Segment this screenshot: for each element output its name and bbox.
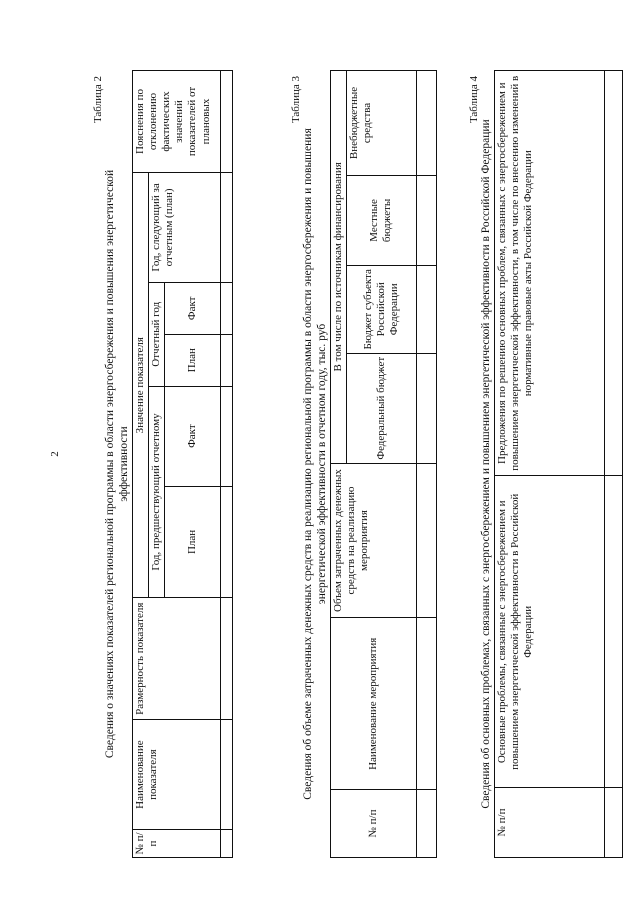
t2-cell bbox=[220, 282, 232, 334]
table3-label: Таблица 3 bbox=[290, 76, 302, 124]
table2-block bbox=[92, 70, 233, 858]
t3-cell bbox=[416, 618, 436, 790]
page-number: 2 bbox=[49, 451, 61, 457]
t4-cell bbox=[604, 71, 622, 476]
t3-h-federal: Федеральный бюджет bbox=[346, 353, 416, 463]
t2-h-name: Наименование показателя bbox=[132, 720, 220, 830]
t4-h-proposals: Предложения по решению основных проблем, связанных с энергосбережением и повышением энергетической эффективности, в том числе по внесению изменений в нормативные правовые акты Российской Федерации bbox=[494, 71, 604, 476]
t2-h-rep-fact: Факт bbox=[164, 282, 220, 334]
t3-cell bbox=[416, 265, 436, 353]
t2-cell bbox=[220, 386, 232, 486]
t2-h-prev-year: Год, предшествующий отчетному bbox=[148, 386, 164, 598]
t2-cell bbox=[220, 334, 232, 386]
t2-h-report-year: Отчетный год bbox=[148, 282, 164, 386]
t3-cell bbox=[416, 463, 436, 618]
table4-label: Таблица 4 bbox=[468, 76, 480, 124]
table2 bbox=[132, 70, 233, 858]
t3-h-sources: В том числе по источникам финансирования bbox=[330, 71, 346, 464]
t3-h-extra: Внебюджетные средства bbox=[346, 71, 416, 176]
t3-cell bbox=[416, 353, 436, 463]
t2-h-unit: Размерность показателя bbox=[132, 598, 220, 720]
t2-cell bbox=[220, 172, 232, 282]
table4 bbox=[494, 70, 623, 858]
t2-cell bbox=[220, 486, 232, 598]
table3-block bbox=[290, 70, 437, 858]
t3-h-local: Местные бюджеты bbox=[346, 175, 416, 265]
t2-cell bbox=[220, 830, 232, 858]
t3-cell bbox=[416, 175, 436, 265]
t2-h-num: № п/п bbox=[132, 830, 220, 858]
t2-h-prev-fact: Факт bbox=[164, 386, 220, 486]
t2-cell bbox=[220, 71, 232, 173]
t2-cell bbox=[220, 598, 232, 720]
t2-h-next-year: Год, следующий за отчетным (план) bbox=[148, 172, 220, 282]
table2-title: Сведения о значениях показателей региональной программы в области энергосбережения и повышения энергетической эффективности bbox=[104, 169, 130, 759]
table4-title: Сведения об основных проблемах, связанных с энергосбережением и повышением энергетической эффективности в Российской Федерации bbox=[480, 119, 492, 809]
t3-cell bbox=[416, 790, 436, 858]
t2-h-value: Значение показателя bbox=[132, 172, 148, 597]
t4-h-num: № п/п bbox=[494, 788, 604, 858]
t3-h-name: Наименование мероприятия bbox=[330, 618, 416, 790]
table3-title: Сведения об объеме затраченных денежных средств на реализацию региональной программы в области энергосбережения и повышения энергетической эффективности в отчетном году, тыс. руб bbox=[302, 128, 328, 800]
t2-h-note: Пояснения по отклонению фактических значений показателей от плановых bbox=[132, 71, 220, 173]
table2-label: Таблица 2 bbox=[92, 76, 104, 124]
t3-h-volume: Объем затраченных денежных средств на реализацию мероприятия bbox=[330, 463, 416, 618]
t3-h-num: № п/п bbox=[330, 790, 416, 858]
t3-h-subject: Бюджет субъекта Российской Федерации bbox=[346, 265, 416, 353]
t2-h-prev-plan: План bbox=[164, 486, 220, 598]
t4-cell bbox=[604, 788, 622, 858]
table4-block bbox=[468, 70, 623, 858]
t2-cell bbox=[220, 720, 232, 830]
table3 bbox=[330, 70, 437, 858]
t2-h-rep-plan: План bbox=[164, 334, 220, 386]
t4-cell bbox=[604, 476, 622, 788]
t3-cell bbox=[416, 71, 436, 176]
t4-h-problems: Основные проблемы, связанные с энергосбережением и повышением энергетической эффективности в Российской Федерации bbox=[494, 476, 604, 788]
